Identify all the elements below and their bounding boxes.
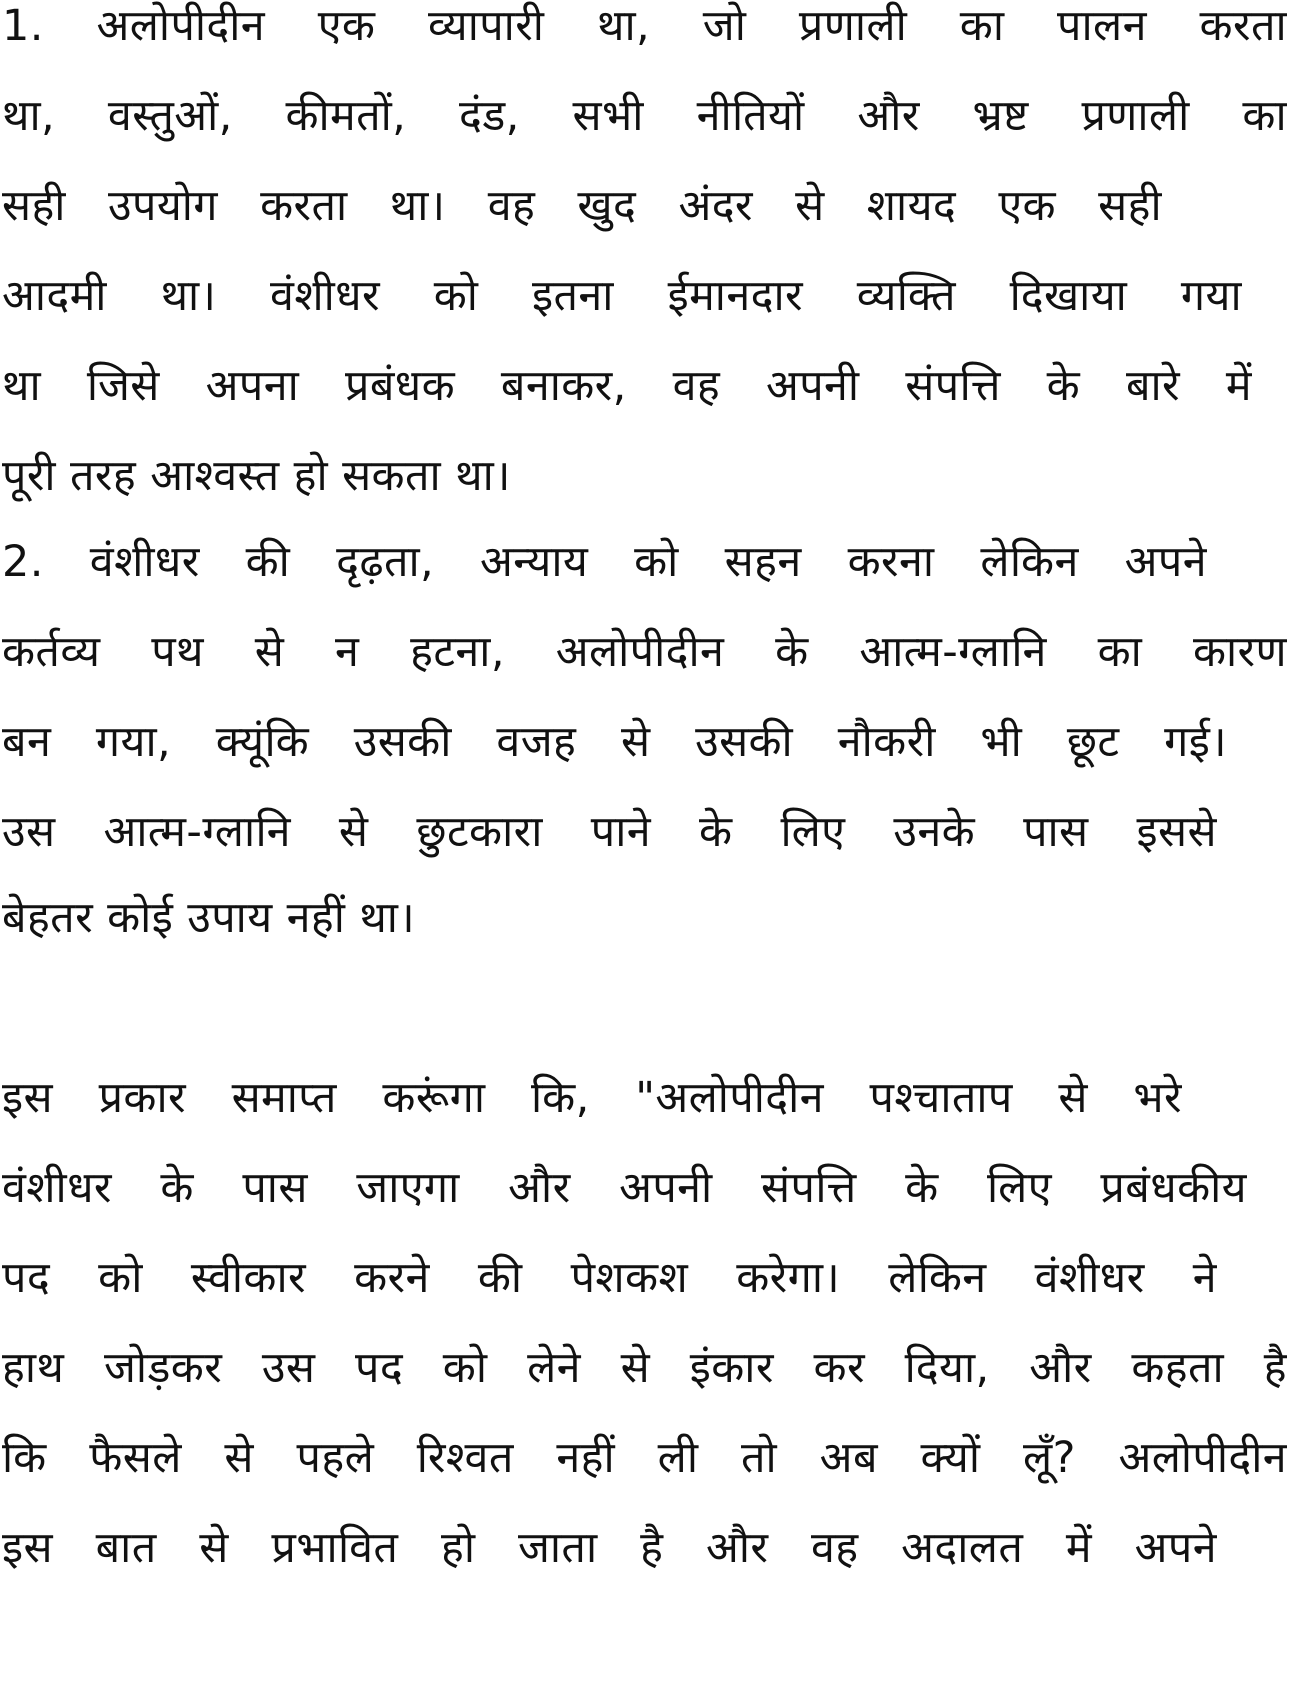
- paragraph-2-line-5: बेहतर कोई उपाय नहीं था।: [2, 893, 416, 943]
- paragraph-2-line-4: उस आत्म-ग्लानि से छुटकारा पाने के लिए उनके पास इससे: [2, 807, 1217, 857]
- paragraph-3-line-3: पद को स्वीकार करने की पेशकश करेगा। लेकिन वंशीधर ने: [2, 1253, 1217, 1303]
- paragraph-3-line-2: वंशीधर के पास जाएगा और अपनी संपत्ति के लिए प्रबंधकीय: [2, 1163, 1247, 1213]
- paragraph-2-line-3: बन गया, क्यूंकि उसकी वजह से उसकी नौकरी भी छूट गई।: [2, 717, 1227, 767]
- paragraph-1-line-2: था, वस्तुओं, कीमतों, दंड, सभी नीतियों और भ्रष्ट प्रणाली का: [2, 91, 1287, 141]
- paragraph-2-line-1: 2. वंशीधर की दृढ़ता, अन्याय को सहन करना लेकिन अपने: [2, 537, 1207, 587]
- paragraph-1-line-6: पूरी तरह आश्वस्त हो सकता था।: [2, 451, 511, 501]
- paragraph-3-line-6: इस बात से प्रभावित हो जाता है और वह अदालत में अपने: [2, 1523, 1217, 1573]
- paragraph-1-line-1: 1. अलोपीदीन एक व्यापारी था, जो प्रणाली का पालन करता: [2, 1, 1287, 51]
- paragraph-3-line-4: हाथ जोड़कर उस पद को लेने से इंकार कर दिया, और कहता है: [2, 1343, 1287, 1393]
- paragraph-3-line-1: इस प्रकार समाप्त करूंगा कि, "अलोपीदीन पश्चाताप से भरे: [2, 1073, 1182, 1123]
- paragraph-3-line-5: कि फैसले से पहले रिश्वत नहीं ली तो अब क्यों लूँ? अलोपीदीन: [2, 1433, 1287, 1483]
- paragraph-1-line-3: सही उपयोग करता था। वह खुद अंदर से शायद एक सही: [2, 181, 1162, 231]
- paragraph-1-line-5: था जिसे अपना प्रबंधक बनाकर, वह अपनी संपत्ति के बारे में: [2, 361, 1252, 411]
- paragraph-1-line-4: आदमी था। वंशीधर को इतना ईमानदार व्यक्ति दिखाया गया: [2, 271, 1242, 321]
- paragraph-2-line-2: कर्तव्य पथ से न हटना, अलोपीदीन के आत्म-ग्लानि का कारण: [2, 627, 1287, 677]
